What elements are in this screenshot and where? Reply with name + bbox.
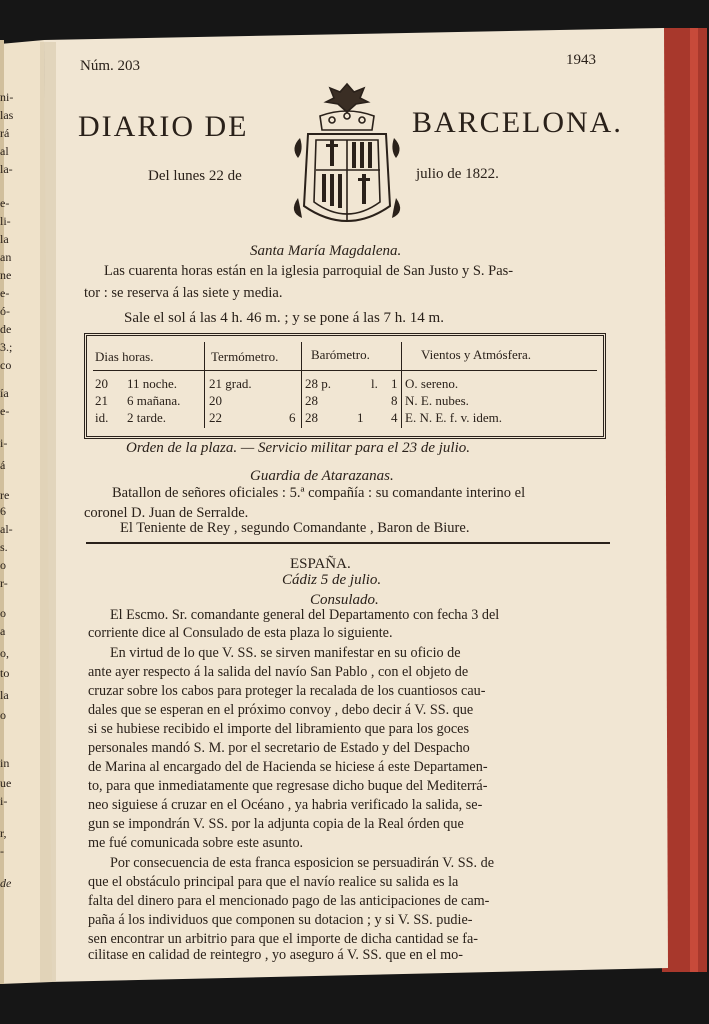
fragment: o (0, 558, 6, 572)
section-place-date: Cádiz 5 de julio. (282, 572, 382, 588)
fragment: i- (0, 436, 8, 450)
body-line: paña á los individuos que componen su dotacion ; y si V. SS. pudie- (88, 912, 473, 928)
fragment: an (0, 250, 12, 264)
cell-wind: E. N. E. f. v. idem. (405, 410, 502, 425)
body-line: gun se impondrán V. SS. por la adjunta copia de la Real órden que (88, 816, 464, 832)
fragment: rá (0, 126, 10, 140)
batallon-line3: El Teniente de Rey , segundo Comandante , Baron de Biure. (120, 520, 470, 536)
saint-of-day: Santa María Magdalena. (250, 243, 402, 259)
date-left: Del lunes 22 de (148, 168, 242, 184)
body-line: ante ayer respecto á la salida del navío San Pablo , con el objeto de (88, 664, 469, 680)
body-line: Por consecuencia de esta franca esposicion se persuadirán V. SS. de (110, 855, 494, 871)
fragment: o, (0, 646, 9, 660)
cell-wind: O. sereno. (405, 376, 459, 391)
body-line: si se hubiese recibido el importe del libramiento que para los goces (88, 721, 469, 737)
body-line: personales mandó S. M. por el secretario de Estado y del Despacho (88, 740, 470, 756)
cell-hour: 11 noche. (127, 376, 178, 391)
fragment: ni- (0, 90, 14, 104)
fragment: i- (0, 794, 8, 808)
fragment: r, (0, 826, 7, 840)
fragment: a (0, 624, 6, 638)
body-line: neo siguiese á cruzar en el Océano , ya habria verificado la salida, se- (88, 797, 483, 813)
column-divider (401, 342, 402, 428)
cell-thermo: 22 (209, 410, 222, 425)
coat-of-arms-icon (286, 78, 408, 238)
fragment: e- (0, 196, 10, 210)
batallon-line1: Batallon de señores oficiales : 5.ª compañía : su comandante interino el (112, 485, 526, 501)
fragment: ne (0, 268, 12, 282)
fragment: la- (0, 162, 13, 176)
fragment: ue (0, 776, 12, 790)
fragment: e- (0, 286, 10, 300)
body-line: que el obstáculo principal para que el navío realice su salida es la (88, 874, 459, 890)
table-header: Barómetro. (311, 347, 370, 362)
cell-baro-lines: l. (371, 376, 378, 391)
fragment: co (0, 358, 12, 372)
fragment: la (0, 688, 9, 702)
fragment: las (0, 108, 14, 122)
fragment: á (0, 458, 6, 472)
body-line: corriente dice al Consulado de esta plaza lo siguiente. (88, 625, 393, 641)
fragment: in (0, 756, 10, 770)
cell-thermo-tenths: 6 (289, 410, 296, 425)
fragment: al- (0, 522, 13, 536)
fragment: 6 (0, 504, 6, 518)
orden-heading: Orden de la plaza. — Servicio militar para el 23 de julio. (126, 440, 470, 456)
body-line: cruzar sobre los cabos para proteger la recalada de los cuantiosos cau- (88, 683, 486, 699)
masthead-left: DIARIO DE (78, 110, 249, 143)
fragment: de (0, 322, 12, 336)
fragment: to (0, 666, 10, 680)
fragment: ó- (0, 304, 10, 318)
date-right: julio de 1822. (416, 166, 499, 182)
body-line: dales que se esperan en el próximo convoy , debo decir á V. SS. que (88, 702, 474, 718)
fragment: ía (0, 386, 9, 400)
batallon-line2: coronel D. Juan de Serralde. (84, 505, 249, 521)
body-line: En virtud de lo que V. SS. se sirven manifestar en su oficio de (110, 645, 461, 661)
body-line: falta del dinero para el mencionado pago de las anticipaciones de cam- (88, 893, 490, 909)
page-number: 1943 (566, 52, 596, 68)
table-header: Vientos y Atmósfera. (421, 347, 532, 362)
fragment: re (0, 488, 10, 502)
section-rule (86, 542, 610, 544)
cell-thermo: 21 grad. (209, 376, 252, 391)
cell-baro: 28 (305, 393, 318, 408)
fragment: la (0, 232, 9, 246)
forty-hours-line2: tor : se reserva á las siete y media. (84, 285, 283, 301)
table-header: Termómetro. (211, 349, 279, 364)
table-header: Dias horas. (95, 349, 154, 364)
body-line: sen encontrar un arbitrio para que el importe de dicha cantidad se fa- (88, 931, 478, 947)
fragment: - (0, 844, 4, 858)
section-heading: Consulado. (310, 592, 379, 608)
cell-day: id. (95, 410, 109, 425)
fragment: li- (0, 214, 11, 228)
cell-baro: 28 (305, 410, 318, 425)
body-line: cilitase en calidad de reintegro , yo aseguro á V. SS. que en el mo- (88, 947, 463, 963)
issue-number: Núm. 203 (80, 58, 140, 74)
table-header-rule (93, 370, 597, 371)
body-line: me fué comunicada sobre este asunto. (88, 835, 304, 851)
fragment: s. (0, 540, 8, 554)
fragment: e- (0, 404, 10, 418)
body-line: to, para que inmediatamente que regresase dicho buque del Mediterrá- (88, 778, 488, 794)
body-line: de Marina al encargado del de Hacienda se hiciese á este Departamen- (88, 759, 488, 775)
forty-hours-line1: Las cuarenta horas están en la iglesia parroquial de San Justo y S. Pas- (104, 263, 514, 279)
guardia-heading: Guardia de Atarazanas. (250, 468, 394, 484)
fragment: de (0, 876, 12, 890)
column-divider (301, 342, 302, 428)
sunrise-sunset: Sale el sol á las 4 h. 46 m. ; y se pone á las 7 h. 14 m. (124, 310, 444, 326)
cell-hour: 2 tarde. (127, 410, 166, 425)
cell-baro-lines: 1 (357, 410, 364, 425)
fragment: al (0, 144, 9, 158)
cell-day: 20 (95, 376, 108, 391)
fragment: o (0, 606, 6, 620)
cell-baro-points: 8 (391, 393, 398, 408)
cell-baro: 28 p. (305, 376, 331, 391)
cell-day: 21 (95, 393, 108, 408)
body-line: El Escmo. Sr. comandante general del Departamento con fecha 3 del (110, 607, 500, 623)
cell-hour: 6 mañana. (127, 393, 181, 408)
fragment: r- (0, 576, 8, 590)
cell-baro-points: 4 (391, 410, 398, 425)
column-divider (204, 342, 205, 428)
cell-baro-points: 1 (391, 376, 398, 391)
section-country: ESPAÑA. (290, 556, 351, 572)
cell-thermo: 20 (209, 393, 222, 408)
cell-wind: N. E. nubes. (405, 393, 469, 408)
weather-table (84, 333, 606, 439)
fragment: 3.; (0, 340, 13, 354)
masthead-right: BARCELONA. (412, 106, 623, 139)
fragment: o (0, 708, 6, 722)
